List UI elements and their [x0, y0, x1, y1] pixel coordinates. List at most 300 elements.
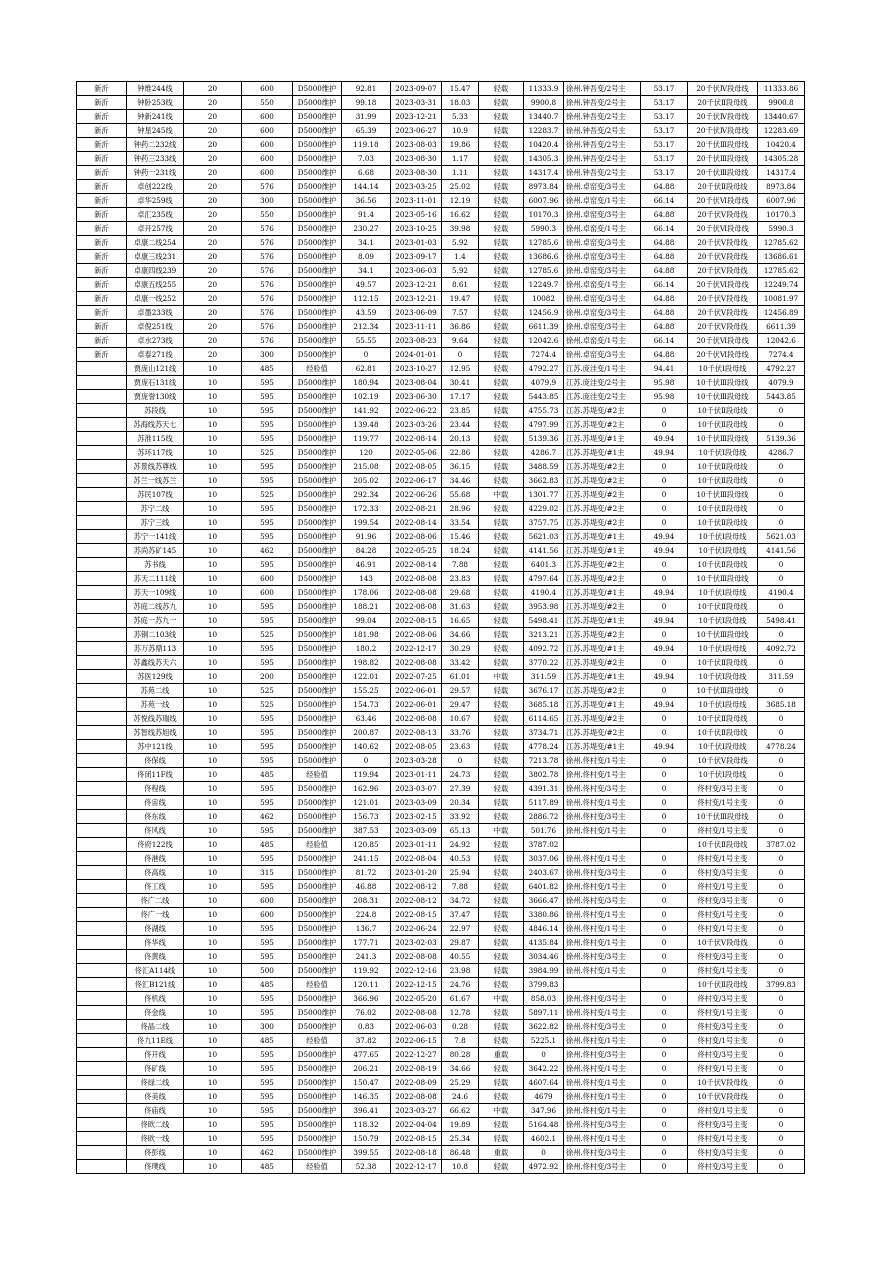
table-row — [77, 404, 805, 418]
cell-busbar-capacity: 3799.83 — [758, 978, 805, 992]
cell-load-rate: 5.33 — [442, 110, 479, 124]
cell-load-rate: 55.68 — [442, 488, 479, 502]
cell-max-load-date: 2023-12-21 — [391, 278, 442, 292]
cell-load-rate: 1.11 — [442, 166, 479, 180]
cell-transformer: 徐州.佟村变/1号主 — [564, 1062, 641, 1076]
table-row — [77, 628, 805, 642]
cell-available-capacity: 10170.3 — [524, 208, 564, 222]
cell-transformer-load-rate: 0 — [641, 656, 688, 670]
table-row — [77, 642, 805, 656]
cell-busbar: 10千伏Ⅱ段母线 — [688, 978, 758, 992]
cell-busbar-capacity: 0 — [758, 1020, 805, 1034]
cell-available-capacity: 13440.7 — [524, 110, 564, 124]
cell-load-rate: 31.63 — [442, 600, 479, 614]
cell-county: 新沂 — [77, 166, 127, 180]
cell-transformer: 江苏.苏堤变/#1主 — [564, 432, 641, 446]
cell-load-level: 轻载 — [479, 166, 524, 180]
cell-max-load: 172.33 — [342, 502, 391, 516]
cell-busbar: 20千伏Ⅴ段母线 — [688, 306, 758, 320]
cell-transformer-load-rate: 49.94 — [641, 586, 688, 600]
cell-source: D5000维护 — [293, 558, 342, 572]
cell-busbar: 10千伏Ⅱ段母线 — [688, 558, 758, 572]
cell-rated-capacity: 595 — [242, 1006, 293, 1020]
cell-rated-capacity: 300 — [242, 1020, 293, 1034]
cell-line-name: 佟晶二线 — [127, 1020, 184, 1034]
cell-line-name: 卓康一线252 — [127, 292, 184, 306]
cell-load-rate: 12.19 — [442, 194, 479, 208]
cell-voltage-kv: 10 — [184, 782, 242, 796]
cell-voltage-kv: 10 — [184, 502, 242, 516]
table-row — [77, 908, 805, 922]
cell-available-capacity: 4846.14 — [524, 922, 564, 936]
cell-busbar-capacity: 3787.02 — [758, 838, 805, 852]
cell-transformer: 江苏.苏堤变/#2主 — [564, 502, 641, 516]
cell-max-load-date: 2023-11-11 — [391, 320, 442, 334]
cell-rated-capacity: 595 — [242, 404, 293, 418]
cell-max-load: 198.82 — [342, 656, 391, 670]
cell-transformer: 徐州.佟村变/3号主 — [564, 782, 641, 796]
cell-load-level: 轻载 — [479, 978, 524, 992]
cell-busbar-capacity: 3685.18 — [758, 698, 805, 712]
cell-busbar-capacity: 0 — [758, 810, 805, 824]
cell-load-level: 轻载 — [479, 922, 524, 936]
cell-max-load: 241.3 — [342, 950, 391, 964]
cell-source: D5000维护 — [293, 656, 342, 670]
cell-busbar-capacity: 12785.62 — [758, 264, 805, 278]
cell-available-capacity: 3213.21 — [524, 628, 564, 642]
cell-transformer: 徐州.卓窑变/3号主 — [564, 180, 641, 194]
cell-transformer: 江苏.苏堤变/#1主 — [564, 698, 641, 712]
cell-rated-capacity: 595 — [242, 418, 293, 432]
cell-county — [77, 698, 127, 712]
cell-county — [77, 740, 127, 754]
cell-max-load: 91.4 — [342, 208, 391, 222]
table-row — [77, 264, 805, 278]
cell-source: D5000维护 — [293, 194, 342, 208]
cell-voltage-kv: 10 — [184, 656, 242, 670]
cell-transformer: 江苏.庞洼变/2号主 — [564, 376, 641, 390]
cell-transformer: 江苏.庞洼变/1号主 — [564, 362, 641, 376]
cell-busbar: 20千伏Ⅴ段母线 — [688, 250, 758, 264]
cell-max-load: 119.94 — [342, 768, 391, 782]
cell-busbar: 佟村变/3号主变 — [688, 1146, 758, 1160]
cell-line-name: 佟港线 — [127, 852, 184, 866]
cell-county: 新沂 — [77, 180, 127, 194]
cell-max-load-date: 2022-08-05 — [391, 740, 442, 754]
cell-transformer: 徐州.佟村变/1号主 — [564, 754, 641, 768]
cell-county — [77, 474, 127, 488]
cell-max-load-date: 2022-12-16 — [391, 964, 442, 978]
cell-load-rate: 7.88 — [442, 880, 479, 894]
cell-load-level: 轻载 — [479, 390, 524, 404]
cell-max-load-date: 2023-08-30 — [391, 166, 442, 180]
cell-load-level: 轻载 — [479, 1006, 524, 1020]
cell-transformer: 徐州.佟村变/1号主 — [564, 1104, 641, 1118]
cell-rated-capacity: 595 — [242, 726, 293, 740]
cell-load-rate: 22.86 — [442, 446, 479, 460]
cell-max-load-date: 2022-08-08 — [391, 600, 442, 614]
cell-transformer: 徐州.卓窑变/1号主 — [564, 278, 641, 292]
cell-transformer-load-rate: 94.41 — [641, 362, 688, 376]
cell-transformer: 江苏.苏堤变/#2主 — [564, 600, 641, 614]
cell-max-load-date: 2023-03-27 — [391, 1104, 442, 1118]
cell-load-level: 中载 — [479, 670, 524, 684]
table-row — [77, 1062, 805, 1076]
cell-load-rate: 19.89 — [442, 1118, 479, 1132]
cell-busbar-capacity: 0 — [758, 1132, 805, 1146]
cell-max-load-date: 2022-05-25 — [391, 544, 442, 558]
cell-max-load: 46.91 — [342, 558, 391, 572]
cell-transformer: 徐州.卓窑变/1号主 — [564, 194, 641, 208]
table-row — [77, 1006, 805, 1020]
cell-busbar-capacity: 0 — [758, 1006, 805, 1020]
cell-line-name: 佟欧一线 — [127, 1132, 184, 1146]
cell-load-level: 轻载 — [479, 712, 524, 726]
cell-max-load: 212.34 — [342, 320, 391, 334]
table-row — [77, 348, 805, 362]
cell-source: D5000维护 — [293, 236, 342, 250]
cell-county — [77, 432, 127, 446]
cell-max-load: 188.21 — [342, 600, 391, 614]
cell-busbar: 10千伏Ⅰ段母线 — [688, 446, 758, 460]
cell-max-load-date: 2023-06-09 — [391, 306, 442, 320]
cell-transformer — [564, 978, 641, 992]
cell-load-level: 轻载 — [479, 306, 524, 320]
cell-rated-capacity: 600 — [242, 586, 293, 600]
cell-busbar-capacity: 0 — [758, 922, 805, 936]
cell-load-rate: 36.86 — [442, 320, 479, 334]
table-row — [77, 474, 805, 488]
table-row — [77, 1076, 805, 1090]
cell-max-load: 34.1 — [342, 236, 391, 250]
cell-busbar: 20千伏Ⅵ段母线 — [688, 222, 758, 236]
cell-voltage-kv: 10 — [184, 880, 242, 894]
cell-source: D5000维护 — [293, 264, 342, 278]
cell-voltage-kv: 10 — [184, 992, 242, 1006]
cell-available-capacity: 0 — [524, 1146, 564, 1160]
cell-max-load: 120.11 — [342, 978, 391, 992]
cell-voltage-kv: 10 — [184, 698, 242, 712]
cell-voltage-kv: 10 — [184, 712, 242, 726]
cell-busbar: 20千伏Ⅲ段母线 — [688, 152, 758, 166]
cell-max-load-date: 2023-06-27 — [391, 124, 442, 138]
table-row — [77, 558, 805, 572]
cell-voltage-kv: 10 — [184, 1160, 242, 1174]
cell-rated-capacity: 595 — [242, 432, 293, 446]
cell-busbar-capacity: 0 — [758, 558, 805, 572]
cell-max-load: 150.47 — [342, 1076, 391, 1090]
cell-max-load: 6.68 — [342, 166, 391, 180]
cell-transformer-load-rate — [641, 838, 688, 852]
cell-transformer-load-rate: 0 — [641, 1104, 688, 1118]
cell-max-load: 118.32 — [342, 1118, 391, 1132]
cell-busbar: 10千伏Ⅲ段母线 — [688, 628, 758, 642]
cell-max-load-date: 2022-08-08 — [391, 950, 442, 964]
cell-source: D5000维护 — [293, 82, 342, 96]
cell-load-level: 轻载 — [479, 180, 524, 194]
cell-county — [77, 726, 127, 740]
cell-available-capacity: 7274.4 — [524, 348, 564, 362]
table-row — [77, 922, 805, 936]
cell-available-capacity: 4229.02 — [524, 502, 564, 516]
cell-transformer-load-rate: 49.94 — [641, 670, 688, 684]
cell-line-name: 佟东线 — [127, 810, 184, 824]
cell-line-name: 贾庞誉130线 — [127, 390, 184, 404]
table-row — [77, 432, 805, 446]
table-row — [77, 446, 805, 460]
cell-source: D5000维护 — [293, 1104, 342, 1118]
cell-available-capacity: 14317.4 — [524, 166, 564, 180]
table-row — [77, 600, 805, 614]
cell-county — [77, 1118, 127, 1132]
cell-transformer: 徐州.佟村变/3号主 — [564, 1048, 641, 1062]
cell-available-capacity: 13686.6 — [524, 250, 564, 264]
cell-voltage-kv: 10 — [184, 978, 242, 992]
cell-county: 新沂 — [77, 236, 127, 250]
cell-rated-capacity: 595 — [242, 1090, 293, 1104]
cell-source: D5000维护 — [293, 530, 342, 544]
cell-source: D5000维护 — [293, 544, 342, 558]
cell-load-level: 轻载 — [479, 110, 524, 124]
cell-load-level: 轻载 — [479, 684, 524, 698]
cell-transformer: 徐州.佟村变/1号主 — [564, 824, 641, 838]
cell-load-level: 轻载 — [479, 278, 524, 292]
cell-load-level: 轻载 — [479, 572, 524, 586]
cell-busbar: 10千伏Ⅰ段母线 — [688, 642, 758, 656]
cell-line-name: 佟华线 — [127, 936, 184, 950]
cell-available-capacity: 12785.6 — [524, 236, 564, 250]
cell-load-rate: 33.92 — [442, 810, 479, 824]
table-row — [77, 740, 805, 754]
cell-county — [77, 978, 127, 992]
cell-max-load: 121.01 — [342, 796, 391, 810]
cell-source: D5000维护 — [293, 600, 342, 614]
cell-line-name: 佟绿二线 — [127, 1076, 184, 1090]
cell-available-capacity: 4797.64 — [524, 572, 564, 586]
cell-max-load: 91.96 — [342, 530, 391, 544]
cell-max-load: 199.54 — [342, 516, 391, 530]
cell-available-capacity: 2403.67 — [524, 866, 564, 880]
cell-rated-capacity: 485 — [242, 838, 293, 852]
cell-busbar-capacity: 0 — [758, 950, 805, 964]
cell-rated-capacity: 576 — [242, 334, 293, 348]
cell-rated-capacity: 576 — [242, 278, 293, 292]
cell-load-rate: 23.44 — [442, 418, 479, 432]
cell-county — [77, 446, 127, 460]
cell-max-load-date: 2022-08-15 — [391, 1132, 442, 1146]
cell-transformer-load-rate: 95.98 — [641, 390, 688, 404]
cell-transformer: 徐州.佟村变/1号主 — [564, 1132, 641, 1146]
cell-load-level: 轻载 — [479, 782, 524, 796]
cell-county — [77, 950, 127, 964]
cell-busbar-capacity: 10170.3 — [758, 208, 805, 222]
table-row — [77, 166, 805, 180]
cell-voltage-kv: 20 — [184, 166, 242, 180]
cell-max-load: 122.01 — [342, 670, 391, 684]
cell-source: D5000维护 — [293, 754, 342, 768]
cell-county: 新沂 — [77, 208, 127, 222]
cell-load-level: 轻载 — [479, 600, 524, 614]
cell-load-rate: 27.39 — [442, 782, 479, 796]
cell-load-level: 轻载 — [479, 698, 524, 712]
cell-load-level: 轻载 — [479, 194, 524, 208]
cell-max-load-date: 2022-12-17 — [391, 642, 442, 656]
cell-load-rate: 7.57 — [442, 306, 479, 320]
table-row — [77, 978, 805, 992]
cell-max-load-date: 2022-08-08 — [391, 586, 442, 600]
cell-busbar: 佟村变/1号主变 — [688, 880, 758, 894]
cell-county — [77, 1090, 127, 1104]
cell-transformer-load-rate: 49.94 — [641, 446, 688, 460]
cell-available-capacity: 5621.03 — [524, 530, 564, 544]
cell-available-capacity: 3662.83 — [524, 474, 564, 488]
cell-max-load: 162.96 — [342, 782, 391, 796]
cell-line-name: 贾庞山121线 — [127, 362, 184, 376]
cell-voltage-kv: 20 — [184, 222, 242, 236]
cell-transformer: 江苏.苏堤变/#2主 — [564, 418, 641, 432]
cell-load-rate: 1.17 — [442, 152, 479, 166]
cell-max-load: 141.92 — [342, 404, 391, 418]
cell-available-capacity: 4190.4 — [524, 586, 564, 600]
cell-county — [77, 530, 127, 544]
cell-transformer-load-rate: 0 — [641, 1160, 688, 1174]
cell-available-capacity: 3034.46 — [524, 950, 564, 964]
table-row — [77, 866, 805, 880]
table-row — [77, 96, 805, 110]
cell-transformer: 徐州.卓窑变/3号主 — [564, 250, 641, 264]
cell-county: 新沂 — [77, 306, 127, 320]
cell-rated-capacity: 595 — [242, 922, 293, 936]
cell-source: D5000维护 — [293, 516, 342, 530]
cell-max-load: 396.41 — [342, 1104, 391, 1118]
cell-rated-capacity: 595 — [242, 1048, 293, 1062]
cell-busbar-capacity: 0 — [758, 1062, 805, 1076]
cell-county: 新沂 — [77, 320, 127, 334]
cell-voltage-kv: 10 — [184, 572, 242, 586]
cell-transformer-load-rate: 0 — [641, 1006, 688, 1020]
cell-load-rate: 0 — [442, 754, 479, 768]
cell-available-capacity: 3734.71 — [524, 726, 564, 740]
cell-busbar-capacity: 0 — [758, 796, 805, 810]
cell-busbar: 佟村变/1号主变 — [688, 1034, 758, 1048]
cell-load-level: 重载 — [479, 1048, 524, 1062]
cell-source: D5000维护 — [293, 936, 342, 950]
cell-transformer: 徐州.钟吾变/2号主 — [564, 82, 641, 96]
table-row — [77, 810, 805, 824]
cell-load-level: 轻载 — [479, 530, 524, 544]
table-row — [77, 530, 805, 544]
cell-load-level: 轻载 — [479, 810, 524, 824]
cell-transformer-load-rate: 64.88 — [641, 250, 688, 264]
cell-busbar-capacity: 5139.36 — [758, 432, 805, 446]
table-row — [77, 880, 805, 894]
cell-busbar-capacity: 0 — [758, 782, 805, 796]
cell-source: D5000维护 — [293, 572, 342, 586]
cell-max-load-date: 2022-06-17 — [391, 474, 442, 488]
cell-busbar: 10千伏Ⅰ段母线 — [688, 614, 758, 628]
cell-rated-capacity: 576 — [242, 292, 293, 306]
table-row — [77, 390, 805, 404]
table-row — [77, 502, 805, 516]
cell-transformer-load-rate: 0 — [641, 782, 688, 796]
cell-load-rate: 66.62 — [442, 1104, 479, 1118]
cell-source: D5000维护 — [293, 124, 342, 138]
cell-source: D5000维护 — [293, 614, 342, 628]
cell-line-name: 钟药一231线 — [127, 166, 184, 180]
cell-rated-capacity: 600 — [242, 894, 293, 908]
cell-load-rate: 18.24 — [442, 544, 479, 558]
cell-load-level: 轻载 — [479, 1020, 524, 1034]
cell-max-load-date: 2023-03-28 — [391, 754, 442, 768]
cell-voltage-kv: 10 — [184, 810, 242, 824]
table-row — [77, 516, 805, 530]
cell-busbar: 10千伏Ⅲ段母线 — [688, 572, 758, 586]
cell-transformer-load-rate: 0 — [641, 628, 688, 642]
cell-max-load-date: 2023-01-11 — [391, 838, 442, 852]
cell-busbar: 佟村变/3号主变 — [688, 1048, 758, 1062]
cell-county — [77, 824, 127, 838]
cell-source: D5000维护 — [293, 460, 342, 474]
cell-available-capacity: 10082 — [524, 292, 564, 306]
cell-source: 经验值 — [293, 1034, 342, 1048]
cell-line-name: 佟庙线 — [127, 1104, 184, 1118]
cell-load-rate: 29.57 — [442, 684, 479, 698]
cell-busbar-capacity: 14305.28 — [758, 152, 805, 166]
cell-line-name: 佟工线 — [127, 880, 184, 894]
cell-transformer: 徐州.卓窑变/3号主 — [564, 264, 641, 278]
cell-county — [77, 614, 127, 628]
cell-transformer-load-rate: 49.94 — [641, 740, 688, 754]
cell-load-level: 轻载 — [479, 880, 524, 894]
cell-transformer: 徐州.佟村变/1号主 — [564, 880, 641, 894]
cell-rated-capacity: 595 — [242, 558, 293, 572]
cell-rated-capacity: 595 — [242, 376, 293, 390]
cell-source: D5000维护 — [293, 1132, 342, 1146]
table-row — [77, 180, 805, 194]
cell-busbar: 10千伏Ⅰ段母线 — [688, 698, 758, 712]
table-row — [77, 124, 805, 138]
cell-transformer: 江苏.苏堤变/#2主 — [564, 460, 641, 474]
cell-load-rate: 25.94 — [442, 866, 479, 880]
cell-transformer-load-rate: 0 — [641, 1132, 688, 1146]
cell-voltage-kv: 10 — [184, 740, 242, 754]
cell-voltage-kv: 10 — [184, 670, 242, 684]
cell-rated-capacity: 595 — [242, 642, 293, 656]
cell-voltage-kv: 10 — [184, 404, 242, 418]
cell-load-rate: 15.47 — [442, 82, 479, 96]
cell-load-level: 轻载 — [479, 1118, 524, 1132]
cell-busbar-capacity: 0 — [758, 1076, 805, 1090]
table-row — [77, 656, 805, 670]
cell-county — [77, 516, 127, 530]
cell-busbar-capacity: 0 — [758, 418, 805, 432]
cell-available-capacity: 347.96 — [524, 1104, 564, 1118]
cell-county — [77, 908, 127, 922]
cell-load-level: 轻载 — [479, 474, 524, 488]
cell-load-level: 轻载 — [479, 740, 524, 754]
cell-county — [77, 362, 127, 376]
cell-max-load-date: 2023-01-11 — [391, 768, 442, 782]
cell-county — [77, 1132, 127, 1146]
cell-source: D5000维护 — [293, 502, 342, 516]
cell-max-load: 65.39 — [342, 124, 391, 138]
cell-max-load-date: 2022-08-12 — [391, 894, 442, 908]
cell-load-level: 轻载 — [479, 1160, 524, 1174]
cell-load-rate: 29.68 — [442, 586, 479, 600]
cell-busbar-capacity: 12283.69 — [758, 124, 805, 138]
cell-county — [77, 1034, 127, 1048]
cell-line-name: 苏天二111线 — [127, 572, 184, 586]
